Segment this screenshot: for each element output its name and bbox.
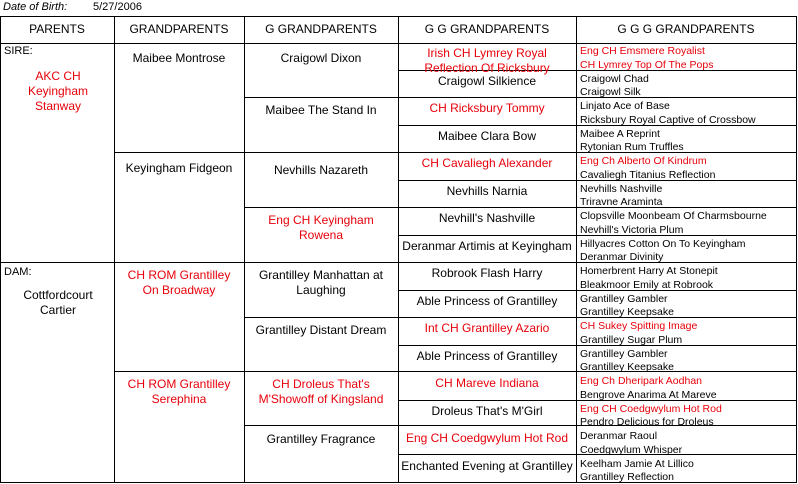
ggg-grandparent: Nevhill's Victoria Plum	[580, 223, 684, 236]
g-grandparent: Grantilley Distant Dream	[255, 323, 387, 337]
gg-grandparent: CH Mareve Indiana	[435, 376, 539, 390]
grandparent: CH ROM Grantilley On Broadway	[127, 268, 231, 297]
ggg-grandparent: Grantilley Keepsake	[580, 306, 674, 319]
pedigree-table	[0, 16, 797, 483]
parent-sire: AKC CH Keyingham Stanway	[27, 69, 89, 113]
gg-grandparent: CH Cavaliegh Alexander	[421, 156, 553, 170]
ggg-grandparent: Homerbrent Harry At Stonepit	[580, 265, 718, 277]
ggg-grandparent: Eng Ch Dheripark Aodhan	[580, 375, 702, 387]
g-grandparent: Grantilley Manhattan at Laughing	[258, 268, 384, 297]
ggg-grandparent: Hillyacres Cotton On To Keyingham	[580, 237, 746, 250]
ggg-grandparent: Deranmar Raoul	[580, 430, 658, 442]
ggg-grandparent: Grantilley Gambler	[580, 347, 668, 360]
ggg-grandparent: Grantilley Reflection	[580, 471, 674, 484]
gg-grandparent: CH Ricksbury Tommy	[429, 101, 545, 115]
gg-grandparent: Int CH Grantilley Azario	[424, 321, 550, 335]
g-grandparent: Craigowl Dixon	[280, 51, 362, 65]
g-grandparent: Eng CH Keyingham Rowena	[268, 213, 374, 242]
ggg-grandparent: Pendro Delicious for Droleus	[580, 416, 714, 429]
g-grandparent: Nevhills Nazareth	[273, 163, 369, 177]
gg-grandparent: Craigowl Silkience	[437, 73, 537, 88]
ggg-grandparent: Ricksbury Royal Captive of Crossbow	[580, 113, 756, 126]
ggg-grandparent: Deranmar Divinity	[580, 251, 664, 264]
ggg-grandparent: Coedgwylum Whisper	[580, 443, 683, 456]
ggg-grandparent: Rytonian Rum Truffles	[580, 141, 684, 154]
grandparent: Maibee Montrose	[132, 51, 226, 65]
ggg-grandparent: Keelham Jamie At Lillico	[580, 457, 694, 470]
ggg-grandparent: CH Sukey Spitting Image	[580, 320, 698, 332]
date-of-birth-label: Date of Birth:	[3, 1, 68, 13]
header-parents: PARENTS	[29, 22, 85, 36]
sire-label: SIRE:	[4, 45, 33, 57]
ggg-grandparent: Craigowl Chad	[580, 72, 649, 85]
grandparent: Keyingham Fidgeon	[125, 161, 233, 175]
ggg-grandparent: Bengrove Anarima At Mareve	[580, 388, 717, 401]
gg-grandparent: Deranmar Artimis at Keyingham	[402, 238, 572, 253]
date-of-birth	[3, 0, 142, 15]
gg-grandparent: Irish CH Lymrey Royal Reflection Of Ricksbury	[424, 46, 550, 75]
gg-grandparent: Maibee Clara Bow	[437, 128, 537, 143]
ggg-grandparent: Eng Ch Alberto Of Kindrum	[580, 155, 707, 167]
gg-grandparent: Enchanted Evening at Grantilley	[401, 458, 573, 473]
gg-grandparent: Droleus That's M'Girl	[431, 403, 543, 418]
ggg-grandparent: CH Lymrey Top Of The Pops	[580, 58, 714, 71]
header-g-grandparents: G GRANDPARENTS	[265, 22, 377, 36]
g-grandparent: Maibee The Stand In	[265, 103, 377, 117]
ggg-grandparent: Eng CH Coedgwylum Hot Rod	[580, 402, 722, 415]
ggg-grandparent: Grantilley Keepsake	[580, 361, 674, 374]
parent-dam: Cottfordcourt Cartier	[23, 288, 93, 317]
ggg-grandparent: Bleakmoor Emily at Robrook	[580, 278, 714, 291]
header-gg-grandparents: G G GRANDPARENTS	[424, 22, 550, 36]
dam-label: DAM:	[4, 266, 32, 278]
ggg-grandparent: Grantilley Gambler	[580, 292, 668, 305]
gg-grandparent: Eng CH Coedgwylum Hot Rod	[405, 431, 569, 445]
ggg-grandparent: Maibee A Reprint	[580, 127, 660, 140]
gg-grandparent: Able Princess of Grantilley	[416, 348, 558, 363]
ggg-grandparent: Clopsville Moonbeam Of Charmsbourne	[580, 210, 767, 222]
g-grandparent: CH Droleus That's M'Showoff of Kingsland	[258, 377, 384, 406]
ggg-grandparent: Craigowl Silk	[580, 86, 641, 99]
gg-grandparent: Able Princess of Grantilley	[416, 293, 558, 308]
ggg-grandparent: Linjato Ace of Base	[580, 100, 670, 112]
gg-grandparent: Nevhill's Nashville	[438, 211, 536, 225]
ggg-grandparent: Nevhills Nashville	[580, 182, 663, 195]
grandparent: CH ROM Grantilley Serephina	[127, 377, 231, 406]
gg-grandparent: Nevhills Narnia	[446, 183, 528, 198]
ggg-grandparent: Cavaliegh Titanius Reflection	[580, 168, 716, 181]
ggg-grandparent: Triravne Araminta	[580, 196, 663, 209]
ggg-grandparent: Eng CH Emsmere Royalist	[580, 45, 705, 57]
date-of-birth-value: 5/27/2006	[93, 1, 142, 13]
g-grandparent: Grantilley Fragrance	[266, 432, 376, 446]
gg-grandparent: Robrook Flash Harry	[431, 266, 543, 280]
header-ggg-grandparents: G G G GRANDPARENTS	[617, 22, 755, 36]
ggg-grandparent: Grantilley Sugar Plum	[580, 333, 683, 346]
header-grandparents: GRANDPARENTS	[129, 22, 229, 36]
